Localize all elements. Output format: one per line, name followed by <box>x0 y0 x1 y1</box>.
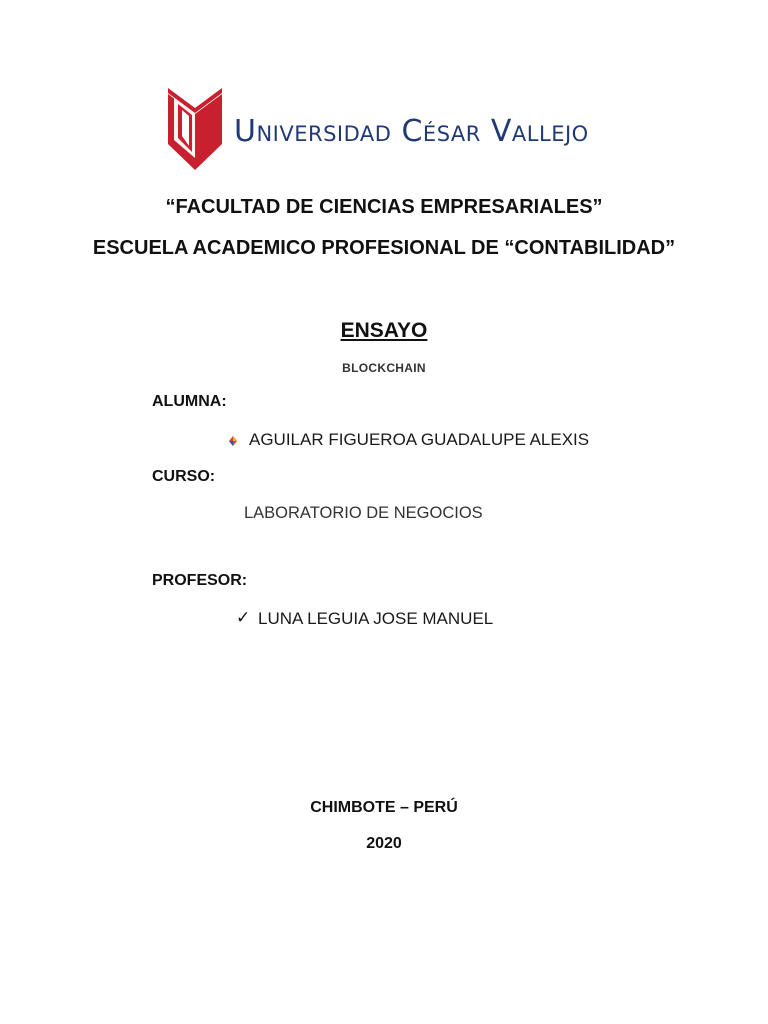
student-name: AGUILAR FIGUEROA GUADALUPE ALEXIS <box>249 430 590 449</box>
check-icon: ✓ <box>236 608 251 628</box>
teacher-name: LUNA LEGUIA JOSE MANUEL <box>258 609 494 628</box>
student-label: ALUMNA: <box>152 393 227 410</box>
topic-subtitle: BLOCKCHAIN <box>342 361 426 375</box>
location-text: CHIMBOTE – PERÚ <box>310 799 458 816</box>
school-heading: ESCUELA ACADEMICO PROFESIONAL DE “CONTABILIDAD” <box>92 237 676 259</box>
university-name: Universidad César Vallejo <box>234 114 589 149</box>
faculty-heading: “FACULTAD DE CIENCIAS EMPRESARIALES” <box>165 196 603 218</box>
course-name: LABORATORIO DE NEGOCIOS <box>244 504 483 522</box>
teacher-label: PROFESOR: <box>152 572 248 589</box>
document-type-title: ENSAYO <box>340 319 428 342</box>
diamond-bullet-icon <box>227 435 239 447</box>
course-label: CURSO: <box>152 468 216 485</box>
year-text: 2020 <box>366 835 402 852</box>
ucv-logo-icon <box>168 88 222 170</box>
